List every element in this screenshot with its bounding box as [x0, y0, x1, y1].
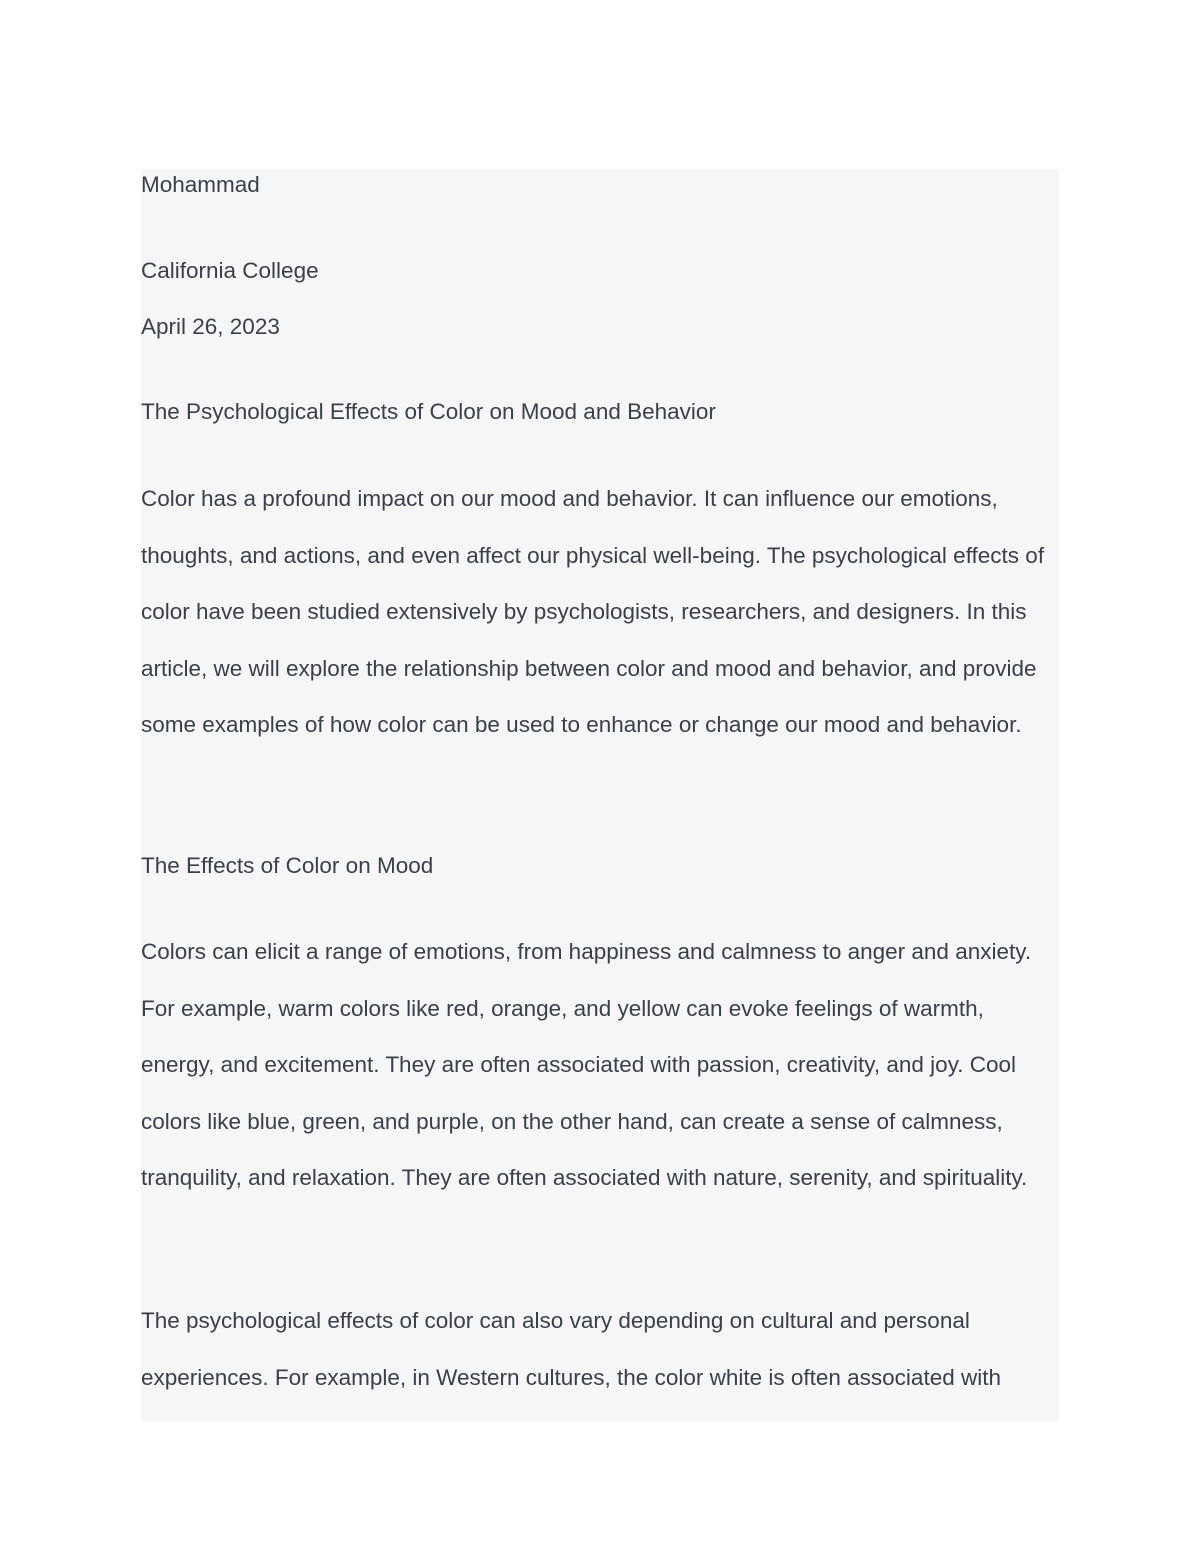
section-heading: The Effects of Color on Mood: [141, 853, 434, 878]
section-paragraph-1: Colors can elicit a range of emotions, from happiness and calmness to anger and anxiety. For example, warm colors like red, orange, and yellow can evoke feelings of warmth, energy, and excitement. They are often associated with passion, creativity, and joy. Cool colors like blue, green, and purple, on the other hand, can create a sense of calmness, tranquility, and relaxation. They are often associated with nature, serenity, and spirituality.: [141, 939, 1032, 1190]
document-date: April 26, 2023: [141, 314, 280, 339]
institution-name: California College: [141, 258, 319, 283]
author-name: Mohammad: [141, 172, 260, 197]
document-page-content: [141, 169, 1059, 1421]
document-title: The Psychological Effects of Color on Mood and Behavior: [141, 399, 716, 424]
intro-paragraph: Color has a profound impact on our mood and behavior. It can influence our emotions, thoughts, and actions, and even affect our physical well-being. The psychological effects of color have been studied extensively by psychologists, researchers, and designers. In this article, we will explore the relationship between color and mood and behavior, and provide some examples of how color can be used to enhance or change our mood and behavior.: [141, 486, 1045, 737]
section-paragraph-2: The psychological effects of color can also vary depending on cultural and personal experiences. For example, in Western cultures, the color white is often associated with: [141, 1308, 1001, 1390]
